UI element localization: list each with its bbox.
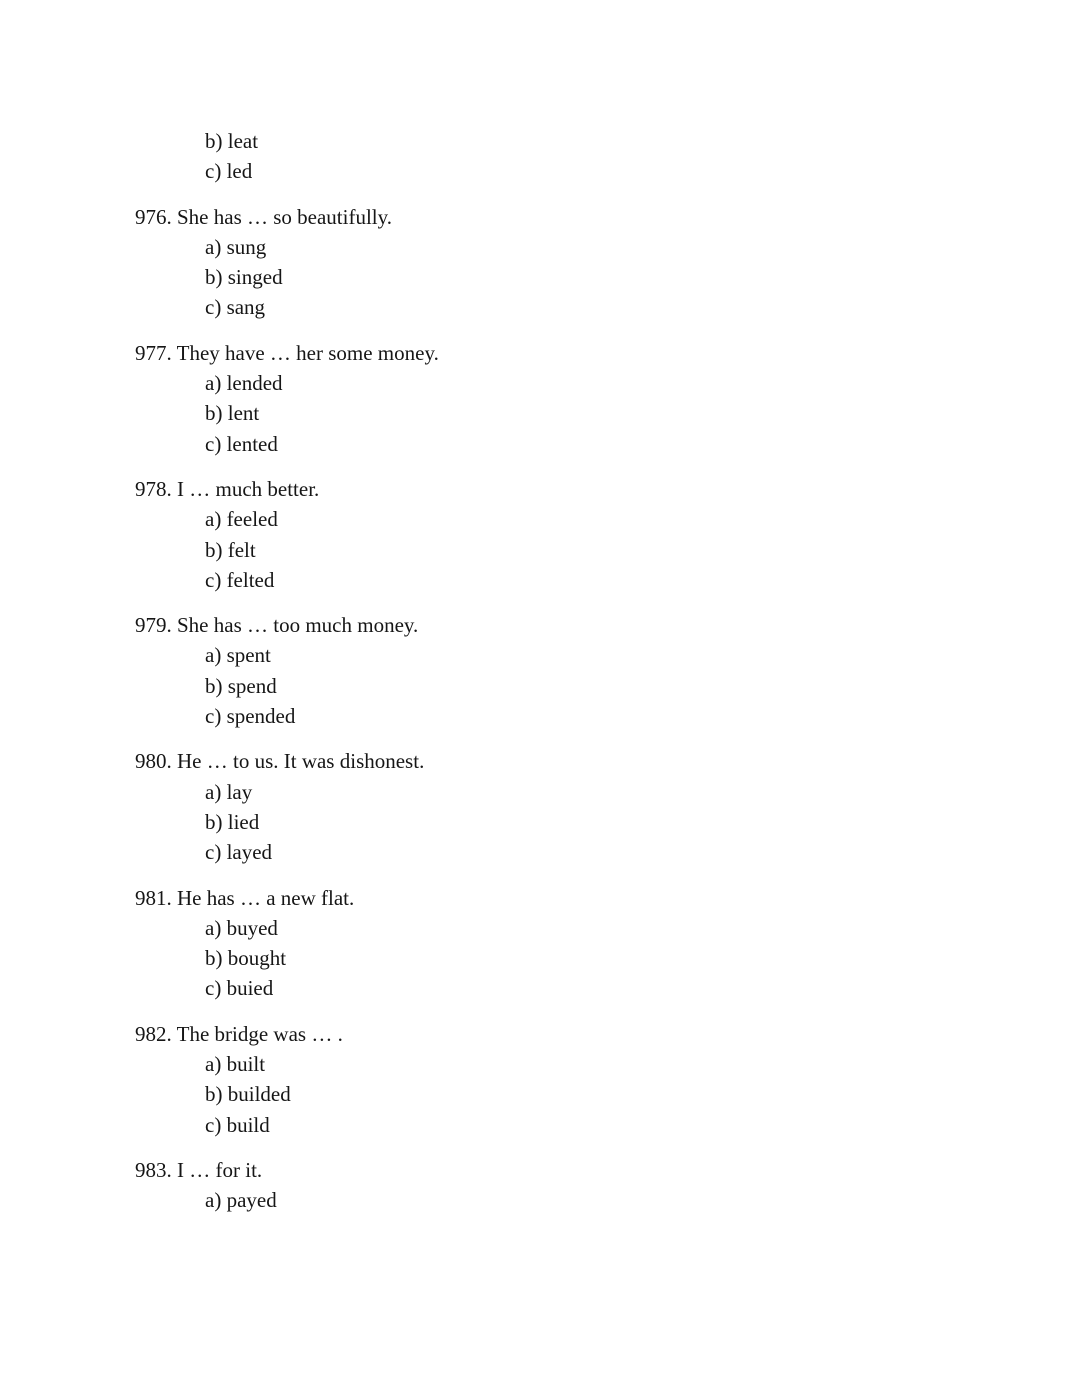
question-number: 981. bbox=[135, 885, 172, 910]
question-number: 976. bbox=[135, 204, 172, 229]
answer-option: b) lied bbox=[205, 809, 260, 834]
question-line bbox=[135, 474, 1040, 504]
answer-option: b) bought bbox=[205, 946, 287, 971]
question-line bbox=[135, 338, 1040, 368]
question-text: He has … a new flat. bbox=[177, 885, 355, 910]
answer-option: a) buyed bbox=[205, 915, 278, 940]
question-number: 980. bbox=[135, 749, 172, 774]
question-line bbox=[135, 1019, 1040, 1049]
question-number: 983. bbox=[135, 1157, 172, 1182]
question-982 bbox=[135, 1019, 1040, 1140]
question-line bbox=[135, 883, 1040, 913]
question-line bbox=[135, 202, 1040, 232]
question-line bbox=[135, 746, 1040, 776]
question-text: The bridge was … . bbox=[176, 1021, 343, 1046]
answer-option: c) layed bbox=[205, 840, 273, 865]
question-979 bbox=[135, 610, 1040, 731]
answer-option: a) payed bbox=[205, 1188, 277, 1213]
question-text: They have … her some money. bbox=[176, 340, 439, 365]
question-line bbox=[135, 610, 1040, 640]
question-983 bbox=[135, 1155, 1040, 1216]
question-975-trailing-options bbox=[135, 126, 1040, 187]
answer-option: b) builded bbox=[205, 1082, 291, 1107]
answer-option: c) build bbox=[205, 1112, 270, 1137]
answer-option: c) buied bbox=[205, 976, 274, 1001]
answer-option: c) spended bbox=[205, 704, 296, 729]
question-number: 977. bbox=[135, 340, 172, 365]
question-number: 979. bbox=[135, 613, 172, 638]
answer-option: a) spent bbox=[205, 643, 271, 668]
question-976 bbox=[135, 202, 1040, 323]
question-text: I … for it. bbox=[177, 1157, 263, 1182]
question-977 bbox=[135, 338, 1040, 459]
question-980 bbox=[135, 746, 1040, 867]
answer-option: a) built bbox=[205, 1052, 266, 1077]
question-981 bbox=[135, 883, 1040, 1004]
question-978 bbox=[135, 474, 1040, 595]
answer-option: b) spend bbox=[205, 673, 277, 698]
answer-option: c) sang bbox=[205, 295, 266, 320]
question-text: I … much better. bbox=[177, 476, 320, 501]
question-line bbox=[135, 1155, 1040, 1185]
answer-option: c) felted bbox=[205, 567, 275, 592]
question-text: She has … too much money. bbox=[177, 613, 419, 638]
question-number: 982. bbox=[135, 1021, 172, 1046]
answer-option: c) lented bbox=[205, 431, 278, 456]
answer-option: b) leat bbox=[205, 129, 259, 153]
answer-option: a) feeled bbox=[205, 507, 278, 532]
answer-option: a) lended bbox=[205, 371, 283, 396]
answer-option: b) lent bbox=[205, 401, 260, 426]
answer-option: c) led bbox=[205, 159, 253, 184]
answer-option: a) sung bbox=[205, 234, 267, 259]
question-text: She has … so beautifully. bbox=[177, 204, 393, 229]
answer-option: a) lay bbox=[205, 779, 253, 804]
answer-option: b) felt bbox=[205, 537, 256, 562]
answer-option: b) singed bbox=[205, 265, 283, 290]
question-number: 978. bbox=[135, 476, 172, 501]
question-text: He … to us. It was dishonest. bbox=[177, 749, 425, 774]
